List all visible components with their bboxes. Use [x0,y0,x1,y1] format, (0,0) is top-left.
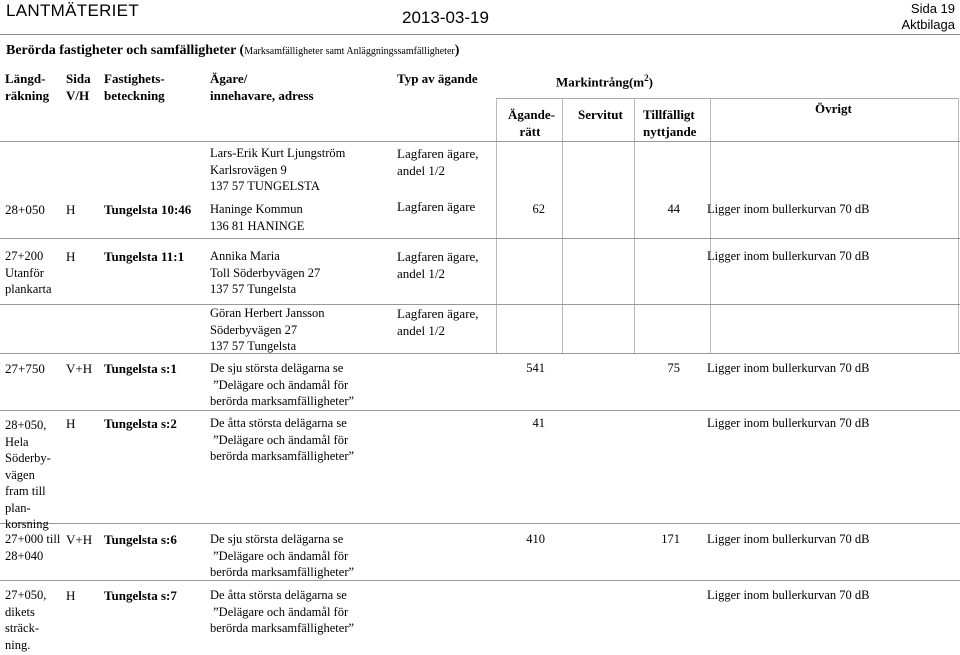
row-7-langd-line4: ning. [5,637,31,652]
row-2-owner-line1: Annika Maria [210,249,280,263]
col-divider-intrang-left-2 [496,239,497,304]
row-7-ovrigt: Ligger inom bullerkurvan 70 dB [707,588,870,602]
col-header-agande-ratt [508,106,555,140]
document-date: 2013-03-19 [402,8,489,27]
col-header-langd-line1: Längd- [5,71,46,86]
col-divider-agande-3 [562,305,563,353]
row-2-owner-line2: Toll Söderbyvägen 27 [210,265,321,280]
col-divider-servitut-2 [634,239,635,304]
col-header-servitut: Servitut [578,107,623,122]
row-5-fastighet: Tungelsta s:2 [104,416,177,431]
row-7-langd [5,587,46,653]
row-0-owner [210,145,345,195]
row-rule-5 [0,523,960,524]
row-1-owner-line1: Haninge Kommun [210,202,303,216]
org-name: LANTMÄTERIET [6,1,140,20]
col-divider-ovrigt [958,98,959,238]
col-header-intrang-end: ) [648,74,653,90]
row-4-owner-line1: De sju största delägarna se [210,361,344,375]
col-header-intrang-text: Markintrång(m [556,74,645,90]
header-rule [0,34,960,35]
header-bottom-rule [496,98,958,99]
col-header-sida-line2: V/H [66,88,90,103]
row-7-sida: H [66,588,76,603]
row-7-langd-line3: sträck- [5,621,40,635]
row-7-owner [210,587,354,637]
col-header-fastighet [104,70,165,104]
row-6-owner-line1: De sju största delägarna se [210,532,344,546]
row-4-ovrigt: Ligger inom bullerkurvan 70 dB [707,361,870,375]
title-sub: Marksamfälligheter samt Anläggningssamfälligheter [244,46,455,57]
row-3-typ [397,305,479,339]
row-7-langd-line2: dikets [5,604,35,619]
row-4-langd: 27+750 [5,361,45,376]
row-5-langd-line7: korsning [5,517,49,531]
row-7-fastighet: Tungelsta s:7 [104,588,177,603]
col-divider-agande-2 [562,239,563,304]
row-3-owner-line3: 137 57 Tungelsta [210,339,297,353]
row-2-typ [397,248,479,282]
row-2-sida: H [66,249,76,264]
row-0-typ [397,145,479,179]
row-3-owner-line2: Söderbyvägen 27 [210,322,298,337]
row-1-agande: 62 [532,202,545,216]
row-4-agande: 541 [526,361,545,375]
document-type: Aktbilaga [901,17,955,32]
col-header-agare [210,70,314,104]
row-6-ovrigt: Ligger inom bullerkurvan 70 dB [707,532,870,546]
row-4-fastighet: Tungelsta s:1 [104,361,177,376]
row-6-owner-line3: berörda marksamfälligheter” [210,565,355,579]
row-2-owner-line3: 137 57 Tungelsta [210,282,297,296]
row-1-sida: H [66,202,76,217]
page-number: Sida 19 [910,1,955,16]
col-divider-intrang-left [496,98,497,238]
col-header-fastighet-line2: beteckning [104,88,165,103]
row-0-owner-line2: Karlsrovägen 9 [210,162,287,177]
row-5-owner-line1: De åtta största delägarna se [210,416,347,430]
col-header-tillfalligt-line2: nyttjande [643,124,697,139]
col-header-fastighet-line1: Fastighets- [104,71,165,86]
row-6-langd-line2: 28+040 [5,548,44,563]
row-4-sida: V+H [66,361,93,376]
row-6-sida: V+H [66,532,93,547]
col-divider-ovrigt-2 [958,239,959,304]
page-title [6,43,459,59]
col-divider-intrang-left-3 [496,305,497,353]
row-7-owner-line1: De åtta största delägarna se [210,588,347,602]
row-1-owner [210,201,304,234]
row-5-sida: H [66,416,76,431]
row-6-owner-line2: ”Delägare och ändamål för [210,548,349,563]
row-1-owner-line2: 136 81 HANINGE [210,218,305,233]
row-5-langd-line2: Hela [5,434,29,449]
col-divider-agande [562,98,563,238]
row-2-langd-line2: Utanför [5,265,44,280]
row-5-owner [210,415,354,465]
row-2-typ-line1: Lagfaren ägare, [397,249,479,264]
col-divider-servitut-3 [634,305,635,353]
col-divider-servitut [634,98,635,238]
row-0-typ-line1: Lagfaren ägare, [397,146,479,161]
row-7-owner-line3: berörda marksamfälligheter” [210,621,355,635]
row-3-typ-line1: Lagfaren ägare, [397,306,479,321]
row-3-owner [210,305,325,355]
row-0-typ-line2: andel 1/2 [397,163,446,178]
row-7-owner-line2: ”Delägare och ändamål för [210,604,349,619]
row-5-langd-line3: Söderby- [5,451,51,465]
row-4-servitut: 75 [667,361,680,375]
row-3-typ-line2: andel 1/2 [397,323,446,338]
row-1-langd: 28+050 [5,202,45,217]
row-5-langd-line6: plan- [5,500,31,515]
row-5-ovrigt: Ligger inom bullerkurvan 70 dB [707,416,870,430]
row-1-ovrigt: Ligger inom bullerkurvan 70 dB [707,202,870,216]
row-rule-2 [0,304,960,305]
row-1-typ: Lagfaren ägare [397,199,476,214]
row-2-langd-line3: plankarta [5,282,52,296]
row-rule-1 [0,238,960,239]
col-header-ovrigt: Övrigt [815,101,852,116]
row-5-owner-line3: berörda marksamfälligheter” [210,449,355,463]
col-header-tillfalligt [643,106,696,140]
row-2-fastighet: Tungelsta 11:1 [104,249,185,264]
title-close: ) [454,43,460,58]
row-7-langd-line1: 27+050, [5,588,47,602]
row-0-owner-line3: 137 57 TUNGELSTA [210,179,320,193]
row-3-owner-line1: Göran Herbert Jansson [210,306,325,320]
col-header-agande-line2: rätt [519,124,541,139]
row-6-langd-line1: 27+000 till [5,532,61,546]
row-2-typ-line2: andel 1/2 [397,266,446,281]
row-rule-3 [0,353,960,354]
col-header-sida-line1: Sida [66,71,91,86]
row-5-langd [5,417,51,533]
row-6-fastighet: Tungelsta s:6 [104,532,177,547]
col-header-langd-line2: räkning [5,88,50,103]
col-header-agande-line1: Ägande- [508,107,555,122]
row-2-owner [210,248,320,298]
row-4-owner-line3: berörda marksamfälligheter” [210,394,355,408]
row-6-owner [210,531,354,581]
col-divider-ovrigt-3 [958,305,959,353]
row-6-servitut: 171 [661,532,680,546]
row-1-fastighet: Tungelsta 10:46 [104,202,192,217]
row-2-ovrigt: Ligger inom bullerkurvan 70 dB [707,249,870,263]
row-1-servitut: 44 [667,202,680,216]
row-5-langd-line1: 28+050, [5,418,47,432]
row-5-owner-line2: ”Delägare och ändamål för [210,432,349,447]
col-header-intrang-sup: 2 [644,73,649,83]
row-5-agande: 41 [532,416,545,430]
row-6-agande: 410 [526,532,545,546]
col-header-langd [5,70,49,104]
row-rule-6 [0,580,960,581]
row-5-langd-line4: vägen [5,467,35,482]
row-6-langd [5,531,60,564]
col-header-sida [66,70,91,104]
row-0-owner-line1: Lars-Erik Kurt Ljungström [210,146,346,160]
title-main: Berörda fastigheter och samfälligheter ( [6,43,245,58]
col-header-agare-line1: Ägare/ [210,71,248,86]
row-4-owner-line2: ”Delägare och ändamål för [210,377,349,392]
col-header-tillfalligt-line1: Tillfälligt [643,107,695,122]
col-header-typ: Typ av ägande [397,71,478,86]
row-2-langd-line1: 27+200 [5,249,44,263]
row-2-langd [5,248,52,298]
col-header-agare-line2: innehavare, adress [210,88,314,103]
row-4-owner [210,360,354,410]
table-header-rule [0,141,960,142]
col-header-intrang [556,70,653,90]
col-divider-tillfalligt-3 [710,305,711,353]
row-rule-4 [0,410,960,411]
row-5-langd-line5: fram till [5,484,46,498]
